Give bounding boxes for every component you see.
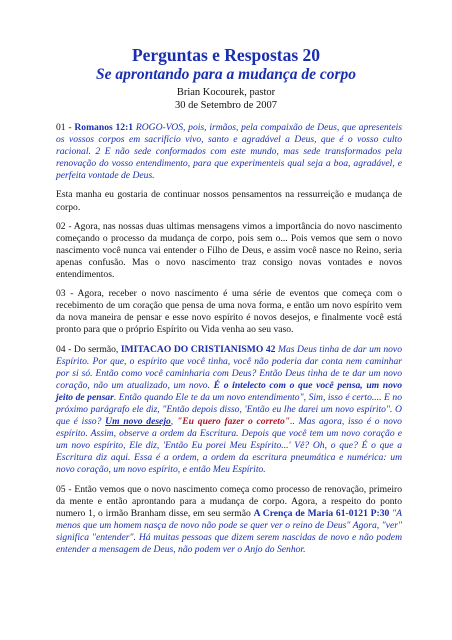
paragraph-03: 03 - Agora, receber o novo nascimento é uma série de eventos que começa com o recebimento de um coração que pensa de uma nova forma, e então um novo espírito vem da nova maneira de pensar e esse novo espírito é novos desejos, e finalmente você está pronto para que o próprio Espírito ou Vida venha ao seu vaso.	[56, 288, 402, 336]
paragraph-05	[56, 484, 402, 557]
paragraph-04	[56, 344, 402, 477]
page-subtitle: Se aprontando para a mudança de corpo	[95, 66, 357, 83]
paragraph-text: 05 - Então vemos que o novo nascimento começa como processo de renovação, primeiro da mente e então aprontando para a mudança de corpo. Agora, a respeito do ponto numero 1, o irmão Branham disse, em seu sermão	[56, 483, 402, 519]
paragraph-02: 02 - Agora, nas nossas duas ultimas mensagens vimos a importância do novo nascimento começando o processo da mudança de corpo, pois sem o... Pois vemos que sem o novo nascimento você nunca vai entender o Filho de Deus, e assim você nasce no Reino, seria apenas confusão. Mas o novo nascimento traz consigo novas vontades e novos entendimentos.	[56, 220, 402, 281]
paragraph-intro: Esta manha eu gostaria de continuar nossos pensamentos na ressurreição e mudança de corpo.	[56, 189, 402, 213]
sermon-reference: IMITACAO DO CRISTIANISMO 42	[120, 343, 276, 355]
sermon-quote: "A menos que um homem nasça de novo não pode se quer ver o reino de Deus" Agora, "ver" significa "entender". Há muitas pessoas que dizem serem nascidas de novo e não podem entender a mensagem de Deus, não podem ver o Anjo do Senhor.	[56, 507, 402, 555]
sermon-reference: A Crença de Maria 61-0121 P:30	[253, 507, 390, 519]
sermon-quote: Mas Deus tinha de dar um novo Espírito. Por que, o espírito que você tinha, você não poderia dar conta nem caminhar por si só. Então como você caminharia com Deus? Então Deus tinha de te dar um novo coração, não um atualizado, um novo.	[56, 343, 402, 391]
scripture-reference: Romanos 12:1	[74, 122, 134, 133]
document-body	[56, 122, 402, 563]
date-line: 30 de Setembro de 2007	[174, 100, 278, 111]
paragraph-text: 04 - Do sermão,	[56, 343, 121, 355]
emphasis-text: Um novo desejo	[105, 416, 171, 428]
paragraph-number: 01 -	[56, 122, 75, 133]
sermon-quote: ,	[170, 416, 177, 428]
emphasis-text: É o intelecto com o que você pensa, um novo jeito de pensar	[56, 379, 402, 403]
author-line: Brian Kocourek, pastor	[176, 87, 276, 98]
paragraph-01	[56, 122, 402, 182]
sermon-quote: . Então quando Ele te da um novo entendimento", Sim, isso é certo.... E no próximo parágrafo ele diz,	[56, 391, 402, 415]
sermon-quote: .. Mas agora, isso é o novo espírito. Assim, observe a ordem da Escritura. Depois que você tem um novo coração e um novo espírito, Ele diz, 'Então Eu porei Meu Espírito...' Vê? Oh, o que? É o que a Escritura diz aqui. Essa é a ordem, a ordem da escritura pneumática e numérica: um novo coração, um novo espírito, e então Meu Espírito.	[56, 416, 402, 476]
page-title: Perguntas e Respostas 20	[131, 45, 321, 65]
sermon-quote: "Então depois disso, 'Então eu lhe darei um novo espírito". O que é isso?	[56, 403, 402, 428]
scripture-quote: ROGO-VOS, pois, irmãos, pela compaixão de Deus, que apresenteis os vossos corpos em sacrifício vivo, santo e agradável a Deus, que é o vosso culto racional. 2 E não sede conformados com este mundo, mas sede transformados pela renovação do vosso entendimento, para que experimenteis qual seja a boa, agradável, e perfeita vontade de Deus.	[56, 122, 402, 182]
emphasis-quote: "Eu quero fazer o correto"	[176, 416, 291, 428]
